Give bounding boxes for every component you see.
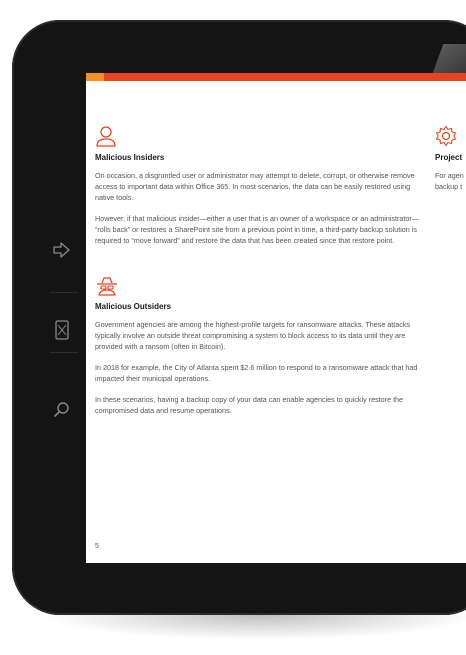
gear-icon [435,125,457,147]
device-button[interactable] [44,310,80,350]
header-bar-accent [86,73,104,81]
search-icon [53,401,71,419]
user-icon [95,125,117,147]
section-paragraph: On occasion, a disgruntled user or administrator may attempt to delete, corrupt, or otherwise remove access to important data within Office 365. In most scenarios, the data can be easily restored using native tools. [95,171,415,202]
side-icon-bar [44,230,80,470]
section-paragraph: However, if that malicious insider—either a user that is an owner of a workspace or an administrator— “rolls back” or restores a SharePoint site from a previous point in time, a third-party backup solution is required to “move forward” and restore the data that has been created since that restore point. [95,214,419,245]
section-title: Malicious Insiders [95,153,165,162]
section-paragraph: Government agencies are among the highest-profile targets for ransomware attacks. These attacks typically involve an outside threat compromising a system to block access to its data until they are provided with a ransom (often in Bitcoin). [95,320,411,351]
section-paragraph-line: backup t [435,182,463,191]
side-divider [50,352,78,353]
document-page [86,73,466,563]
page-number: 5 [95,543,99,550]
header-bar [86,73,466,81]
sign-in-icon [52,240,72,260]
section-title: Malicious Outsiders [95,302,172,311]
section-paragraph: In 2018 for example, the City of Atlanta spent $2.6 million to respond to a ransomware attack that had impacted their municipal operations. [95,363,418,383]
side-divider [50,292,78,293]
section-paragraph: In these scenarios, having a backup copy of your data can enable agencies to quickly restore the compromised data and resume operations. [95,395,404,415]
section-malicious-insiders [95,125,422,246]
mobile-device-icon [54,319,70,341]
section-paragraph-line: For agen [435,171,464,180]
section-title: Project [435,153,463,162]
search-button[interactable] [44,390,80,430]
section-malicious-outsiders [95,276,422,416]
main-column [95,125,422,426]
right-column [435,125,466,202]
hacker-icon [95,276,119,296]
sign-in-button[interactable] [44,230,80,270]
